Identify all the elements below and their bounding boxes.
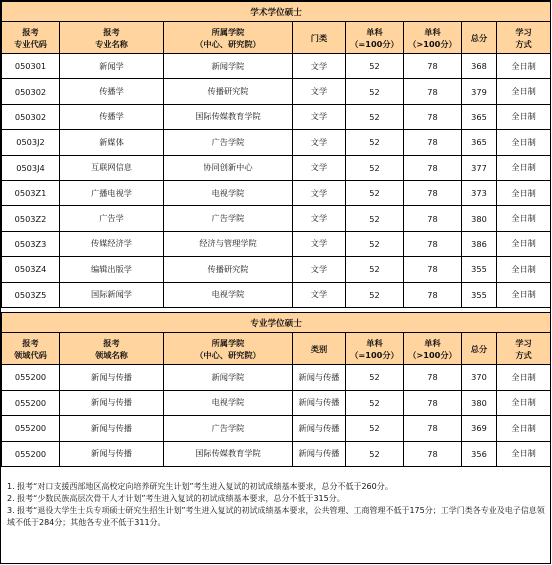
table-cell: 78 [404,416,462,442]
table-cell: 78 [404,155,462,180]
table-cell: 52 [346,282,404,307]
table-cell: 新闻与传播 [60,390,164,416]
table-cell: 新闻与传播 [293,365,346,391]
column-header: 报考 领域代码 [2,333,60,365]
table-cell: 广告学院 [164,416,293,442]
table-row [2,104,551,129]
table-cell: 全日制 [497,206,551,231]
table-row [2,54,551,79]
table-cell: 386 [462,231,497,256]
table-cell: 78 [404,54,462,79]
table-cell: 新媒体 [60,130,164,155]
table-cell: 文学 [293,180,346,205]
table-cell: 52 [346,130,404,155]
table-cell: 文学 [293,282,346,307]
table-cell: 050301 [2,54,60,79]
table-cell: 经济与管理学院 [164,231,293,256]
table-cell: 电视学院 [164,282,293,307]
professional-section [1,312,550,467]
table-cell: 78 [404,206,462,231]
table-cell: 全日制 [497,104,551,129]
table-cell: 52 [346,79,404,104]
table-cell: 52 [346,54,404,79]
column-header: 门类 [293,22,346,54]
table-cell: 传播学 [60,104,164,129]
table-cell: 78 [404,130,462,155]
table-cell: 0503J4 [2,155,60,180]
table-cell: 全日制 [497,79,551,104]
table-cell: 文学 [293,79,346,104]
table-cell: 52 [346,180,404,205]
table-cell: 新闻与传播 [60,416,164,442]
table-cell: 电视学院 [164,390,293,416]
table-cell: 传播研究院 [164,257,293,282]
column-header: 单科 （=100分） [346,333,404,365]
table-cell: 52 [346,206,404,231]
table-cell: 380 [462,390,497,416]
table-cell: 编辑出版学 [60,257,164,282]
table-cell: 新闻学院 [164,54,293,79]
academic-table [1,1,551,308]
table-cell: 52 [346,104,404,129]
table-cell: 0503Z4 [2,257,60,282]
table-cell: 新闻与传播 [293,441,346,467]
academic-header-row [2,22,551,54]
table-cell: 全日制 [497,365,551,391]
table-cell: 广告学 [60,206,164,231]
table-cell: 52 [346,390,404,416]
table-cell: 全日制 [497,282,551,307]
table-cell: 国际传媒教育学院 [164,441,293,467]
table-cell: 电视学院 [164,180,293,205]
table-cell: 国际传媒教育学院 [164,104,293,129]
table-cell: 055200 [2,390,60,416]
table-cell: 新闻学 [60,54,164,79]
table-cell: 373 [462,180,497,205]
column-header: 所属学院 （中心、研究院） [164,333,293,365]
table-cell: 文学 [293,206,346,231]
table-cell: 365 [462,130,497,155]
academic-body [2,54,551,308]
table-cell: 国际新闻学 [60,282,164,307]
table-row [2,130,551,155]
professional-header-row [2,333,551,365]
table-cell: 传媒经济学 [60,231,164,256]
column-header: 单科 （>100分） [404,333,462,365]
table-cell: 广告学院 [164,206,293,231]
table-cell: 055200 [2,416,60,442]
table-cell: 78 [404,282,462,307]
table-cell: 0503Z1 [2,180,60,205]
table-cell: 379 [462,79,497,104]
table-cell: 文学 [293,54,346,79]
table-cell: 全日制 [497,155,551,180]
table-cell: 52 [346,441,404,467]
table-cell: 52 [346,155,404,180]
column-header: 报考 专业代码 [2,22,60,54]
table-cell: 新闻与传播 [60,441,164,467]
table-cell: 传播研究院 [164,79,293,104]
table-cell: 050302 [2,79,60,104]
column-header: 学习 方式 [497,22,551,54]
column-header: 报考 领域名称 [60,333,164,365]
table-cell: 新闻与传播 [60,365,164,391]
professional-body [2,365,551,467]
table-cell: 78 [404,441,462,467]
academic-section [1,1,550,308]
table-cell: 协同创新中心 [164,155,293,180]
table-cell: 355 [462,282,497,307]
table-cell: 全日制 [497,54,551,79]
table-cell: 78 [404,390,462,416]
table-cell: 356 [462,441,497,467]
table-cell: 广播电视学 [60,180,164,205]
professional-title: 专业学位硕士 [2,313,551,333]
table-cell: 新闻与传播 [293,416,346,442]
table-cell: 52 [346,231,404,256]
column-header: 类别 [293,333,346,365]
table-cell: 78 [404,257,462,282]
table-cell: 380 [462,206,497,231]
table-row [2,206,551,231]
table-row [2,441,551,467]
column-header: 单科 （=100分） [346,22,404,54]
table-cell: 0503Z3 [2,231,60,256]
table-row [2,155,551,180]
table-cell: 文学 [293,130,346,155]
footnote: 3. 报考“退役大学生士兵专项硕士研究生招生计划”考生进入复试的初试成绩基本要求，公共管理、工商管理不低于175分；工学门类各专业及电子信息领域不低于284分；其他各专业不低于311分。 [7,506,545,527]
table-row [2,282,551,307]
footnotes [7,481,547,529]
table-cell: 78 [404,104,462,129]
table-cell: 文学 [293,104,346,129]
table-cell: 78 [404,231,462,256]
table-cell: 新闻学院 [164,365,293,391]
table-row [2,231,551,256]
table-cell: 文学 [293,257,346,282]
table-cell: 355 [462,257,497,282]
table-cell: 0503Z5 [2,282,60,307]
table-cell: 365 [462,104,497,129]
table-cell: 全日制 [497,416,551,442]
column-header: 所属学院 （中心、研究院） [164,22,293,54]
table-cell: 369 [462,416,497,442]
column-header: 总分 [462,333,497,365]
table-cell: 370 [462,365,497,391]
column-header: 学习 方式 [497,333,551,365]
table-row [2,390,551,416]
table-cell: 52 [346,416,404,442]
footnote: 2. 报考“少数民族高层次骨干人才计划”考生进入复试的初试成绩基本要求，总分不低于315分。 [7,494,345,503]
table-cell: 文学 [293,231,346,256]
table-cell: 377 [462,155,497,180]
footnote: 1. 报考“对口支援西部地区高校定向培养研究生计划”考生进入复试的初试成绩基本要求，总分不低于260分。 [7,482,393,491]
table-cell: 78 [404,365,462,391]
table-cell: 全日制 [497,441,551,467]
column-header: 报考 专业名称 [60,22,164,54]
table-cell: 全日制 [497,130,551,155]
table-cell: 78 [404,79,462,104]
table-cell: 广告学院 [164,130,293,155]
table-cell: 050302 [2,104,60,129]
table-cell: 368 [462,54,497,79]
table-row [2,79,551,104]
table-cell: 全日制 [497,390,551,416]
table-cell: 52 [346,365,404,391]
table-cell: 055200 [2,441,60,467]
table-cell: 全日制 [497,180,551,205]
table-row [2,180,551,205]
table-row [2,416,551,442]
table-cell: 互联网信息 [60,155,164,180]
professional-table [1,312,551,467]
table-cell: 全日制 [497,231,551,256]
table-cell: 055200 [2,365,60,391]
table-row [2,365,551,391]
table-cell: 新闻与传播 [293,390,346,416]
column-header: 单科 （>100分） [404,22,462,54]
column-header: 总分 [462,22,497,54]
table-cell: 全日制 [497,257,551,282]
academic-title: 学术学位硕士 [2,2,551,22]
table-cell: 0503Z2 [2,206,60,231]
table-cell: 传播学 [60,79,164,104]
table-cell: 78 [404,180,462,205]
table-cell: 文学 [293,155,346,180]
table-cell: 52 [346,257,404,282]
table-cell: 0503J2 [2,130,60,155]
table-row [2,257,551,282]
